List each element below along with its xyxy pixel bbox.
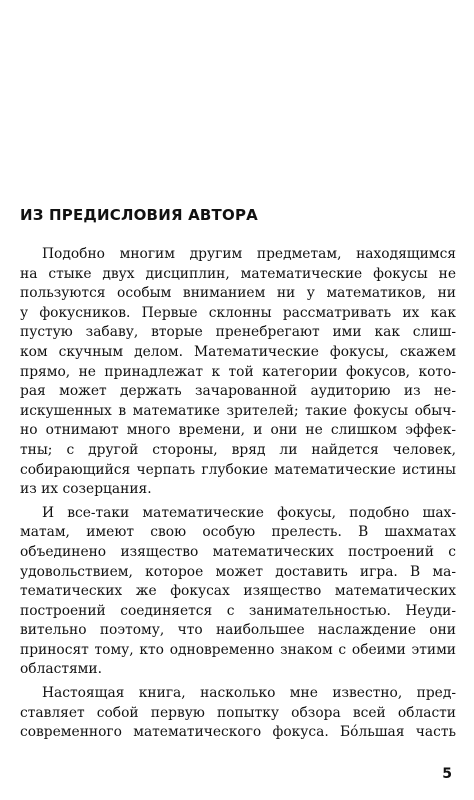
- text-line: тны; с другой стороны, вряд ли найдется человек,: [20, 441, 456, 458]
- text-line: объединено изящество математических построений с: [20, 543, 456, 560]
- text-line: рая может держать зачарованной аудиторию из не-: [20, 383, 456, 400]
- text-line: но отнимают много времени, и они не слишком эффек-: [20, 422, 456, 439]
- text-line: пустую забаву, вторые пренебрегают ими как слиш-: [20, 324, 456, 341]
- text-line: вительно поэтому, что наибольшее наслаждение они: [20, 622, 456, 639]
- text-line: тематических же фокусах изящество математических: [20, 583, 456, 600]
- text-line: Настоящая книга, насколько мне известно, пред-: [42, 685, 456, 702]
- text-line: из их созерцания.: [20, 481, 152, 498]
- text-line: И все-таки математические фокусы, подобно шах-: [42, 504, 456, 521]
- text-line: современного математического фокуса. Бóльшая часть: [20, 724, 456, 741]
- text-line: искушенных в математике зрителей; такие фокусы обыч-: [20, 402, 456, 419]
- page-number: 5: [442, 766, 452, 782]
- preface-text: [20, 245, 456, 743]
- text-line: собирающийся черпать глубокие математические истины: [20, 461, 456, 478]
- section-heading: ИЗ ПРЕДИСЛОВИЯ АВТОРА: [20, 206, 258, 224]
- text-line: на стыке двух дисциплин, математические фокусы не: [20, 265, 456, 282]
- text-line: ставляет собой первую попытку обзора всей области: [20, 704, 456, 721]
- text-line: ком скучным делом. Математические фокусы, скажем: [20, 343, 456, 360]
- text-line: Подобно многим другим предметам, находящимся: [42, 246, 456, 262]
- text-line: прямо, не принадлежат к той категории фокусов, кото-: [20, 363, 456, 380]
- text-line: у фокусников. Первые склонны рассматривать их как: [20, 304, 456, 321]
- text-line: областями.: [20, 661, 102, 678]
- text-line: матам, имеют свою особую прелесть. В шахматах: [20, 524, 456, 541]
- text-line: пользуются особым вниманием ни у математиков, ни: [20, 285, 456, 302]
- text-line: построений соединяется с занимательностью. Неуди-: [20, 602, 456, 619]
- text-line: удовольствием, которое может доставить игра. В ма-: [20, 563, 456, 580]
- text-line: приносят тому, кто одновременно знаком с обеими этими: [20, 641, 456, 658]
